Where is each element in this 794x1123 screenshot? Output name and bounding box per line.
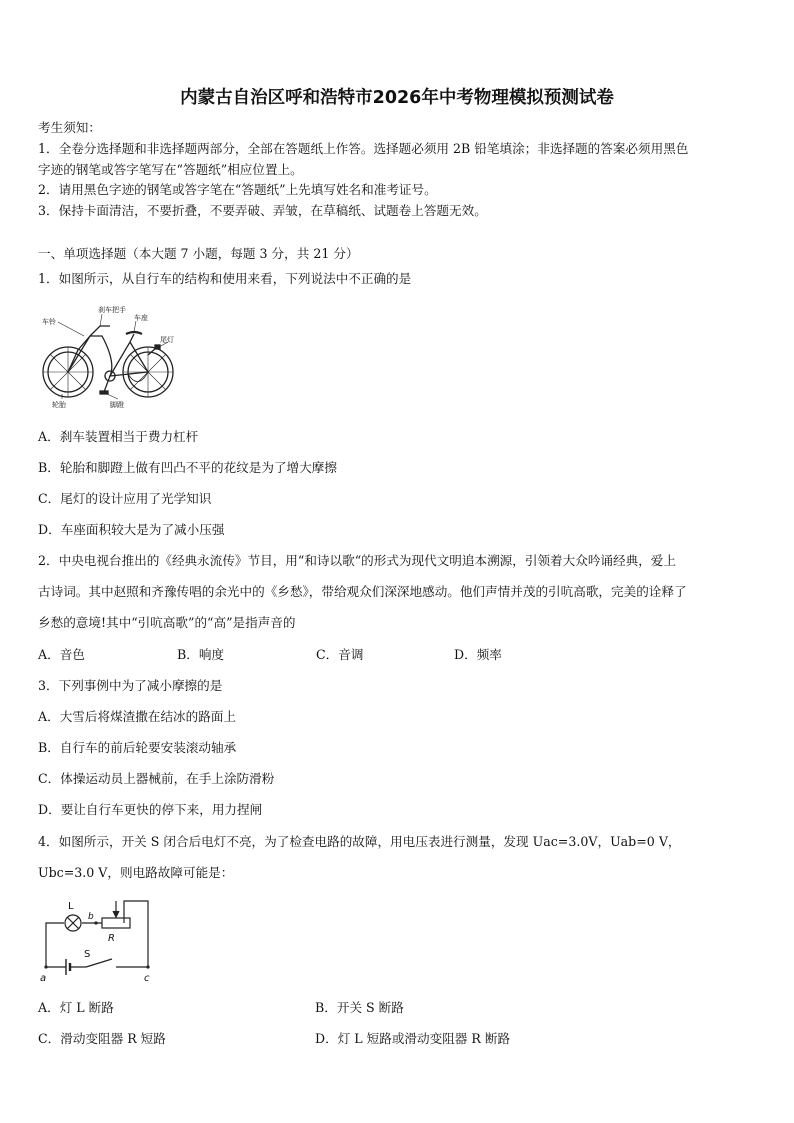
q3-option-a: A．大雪后将煤渣撒在结冰的路面上 [38, 709, 237, 724]
notice-item-3: 3．保持卡面清洁，不要折叠，不要弄破、弄皱，在草稿纸、试题卷上答题无效。 [38, 203, 487, 218]
label-handlebar: 车铃 [42, 318, 56, 326]
notice-item-2: 2．请用黑色字迹的钢笔或答字笔在“答题纸”上先填写姓名和准考证号。 [38, 182, 437, 197]
q3-option-b: B．自行车的前后轮要安装滚动轴承 [38, 740, 237, 755]
notice-heading: 考生须知： [38, 120, 101, 135]
page-title: 内蒙古自治区呼和浩特市2026年中考物理模拟预测试卷 [180, 88, 614, 108]
label-tire: 轮胎 [52, 401, 66, 409]
q4-option-b: B．开关 S 断路 [315, 1000, 404, 1015]
label-lamp: L [68, 901, 74, 912]
label-resistor: R [108, 933, 115, 944]
q4-line-1: 4．如图所示，开关 S 闭合后电灯不亮，为了检查电路的故障，用电压表进行测量，发现 Uac=3.0V，Uab=0 V， [38, 834, 681, 849]
q1-option-a: A．刹车装置相当于费力杠杆 [38, 429, 199, 444]
switch-symbol [86, 959, 112, 967]
q1-option-d: D．车座面积较大是为了减小压强 [38, 522, 225, 537]
label-c: c [144, 973, 150, 984]
q3-option-d: D．要让自行车更快的停下来，用力捏闸 [38, 802, 263, 817]
circuit-figure [36, 895, 156, 987]
q4-option-d: D．灯 L 短路或滑动变阻器 R 断路 [315, 1031, 511, 1046]
circuit-wire [46, 901, 148, 967]
q3-stem: 3．下列事例中为了减小摩擦的是 [38, 678, 223, 693]
label-switch: S [84, 949, 91, 960]
seat [126, 332, 142, 334]
q2-option-d: D．频率 [454, 647, 502, 662]
bicycle-figure [38, 300, 188, 412]
q2-line-3: 乡愁的意境!其中“引吭高歌”的“高”是指声音的 [38, 615, 296, 630]
label-tail-light: 尾灯 [160, 336, 174, 344]
q4-option-c: C．滑动变阻器 R 短路 [38, 1031, 166, 1046]
q3-option-c: C．体操运动员上器械前，在手上涂防滑粉 [38, 771, 275, 786]
label-brake-handle: 刹车把手 [98, 306, 126, 314]
q2-option-a: A．音色 [38, 647, 85, 662]
q4-option-a: A．灯 L 断路 [38, 1000, 114, 1015]
q1-option-c: C．尾灯的设计应用了光学知识 [38, 491, 212, 506]
notice-item-1-line-1: 1．全卷分选择题和非选择题两部分，全部在答题纸上作答。选择题必须用 2B 铅笔填涂；非选择题的答案必须用黑色 [38, 141, 689, 156]
label-a: a [40, 973, 47, 984]
section-heading: 一、单项选择题（本大题 7 小题，每题 3 分，共 21 分） [38, 246, 359, 261]
label-seat: 车座 [134, 314, 148, 322]
q2-line-1: 2．中央电视台推出的《经典永流传》节目，用“和诗以歌“的形式为现代文明追本溯源，引领着大众吟诵经典，爱上 [38, 553, 676, 568]
q1-stem: 1．如图所示，从自行车的结构和使用来看，下列说法中不正确的是 [38, 271, 412, 286]
notice-item-1-line-2: 字迹的钢笔或答字笔写在“答题纸”相应位置上。 [38, 162, 303, 177]
label-pedal: 脚蹬 [110, 401, 124, 409]
q2-line-2: 古诗词。其中赵照和齐豫传唱的余光中的《乡愁》，带给观众们深深地感动。他们声情并茂的引吭高歌，完美的诠释了 [38, 584, 687, 599]
q2-option-c: C．音调 [316, 647, 364, 662]
q4-line-2: Ubc=3.0 V，则电路故障可能是： [38, 865, 234, 880]
q2-option-b: B．响度 [177, 647, 225, 662]
q1-option-b: B．轮胎和脚蹬上做有凹凸不平的花纹是为了增大摩擦 [38, 460, 337, 475]
label-b: b [88, 912, 94, 922]
resistor-symbol [102, 918, 130, 928]
